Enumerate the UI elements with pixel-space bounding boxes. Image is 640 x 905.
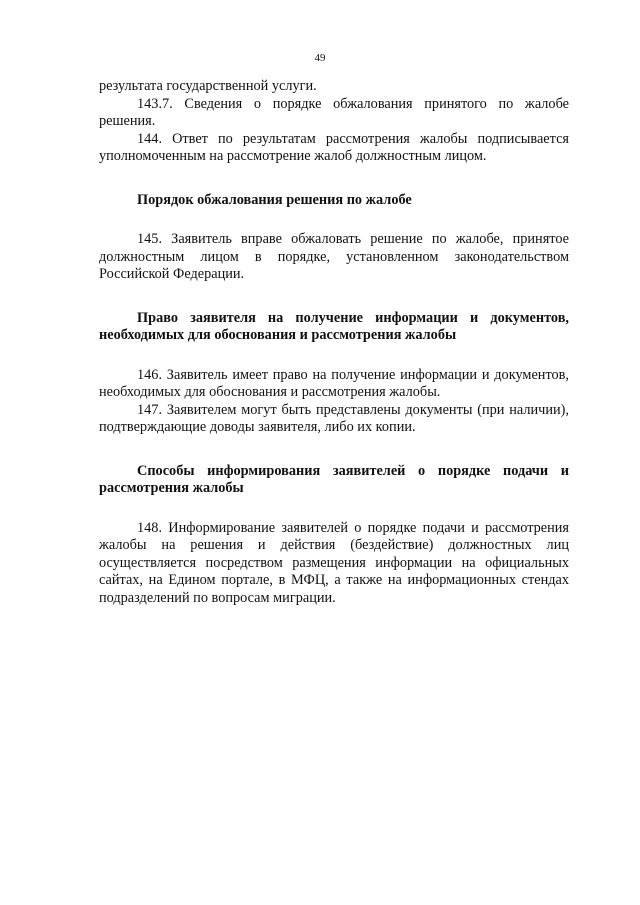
paragraph-143-7: 143.7. Сведения о порядке обжалования принятого по жалобе решения. [99,95,569,129]
spacer [99,209,569,231]
section-heading-appeal-procedure: Порядок обжалования решения по жалобе [137,191,412,208]
paragraph-145: 145. Заявитель вправе обжаловать решение по жалобе, принятое должностным лицом в порядке, установленном законодательством Российской Федерации. [99,231,569,282]
paragraph-148: 148. Информирование заявителей о порядке подачи и рассмотрения жалобы на решения и действия (бездействие) должностных лиц осуществляется посредством размещения информации на официальных сайтах, на Едином портале, в МФЦ, а также на информационных стендах подразделений по вопросам миграции. [99,519,569,606]
spacer [99,498,569,520]
section-heading-right-to-information: Право заявителя на получение информации и документов, необходимых для обоснования и рассмотрения жалобы [99,309,569,343]
spacer [99,166,569,192]
page-number: 49 [314,52,326,64]
paragraph-continuation: результата государственной услуги. [99,78,317,94]
paragraph-144: 144. Ответ по результатам рассмотрения жалобы подписывается уполномоченным на рассмотрение жалоб должностным лицом. [99,130,569,164]
spacer [99,437,569,463]
spacer [99,345,569,367]
document-body [99,78,569,607]
paragraph-147: 147. Заявителем могут быть представлены документы (при наличии), подтверждающие доводы заявителя, либо их копии. [99,401,569,435]
spacer [99,284,569,310]
paragraph-146: 146. Заявитель имеет право на получение информации и документов, необходимых для обоснования и рассмотрения жалобы. [99,366,569,400]
section-heading-informing-methods: Способы информирования заявителей о порядке подачи и рассмотрения жалобы [99,462,569,496]
